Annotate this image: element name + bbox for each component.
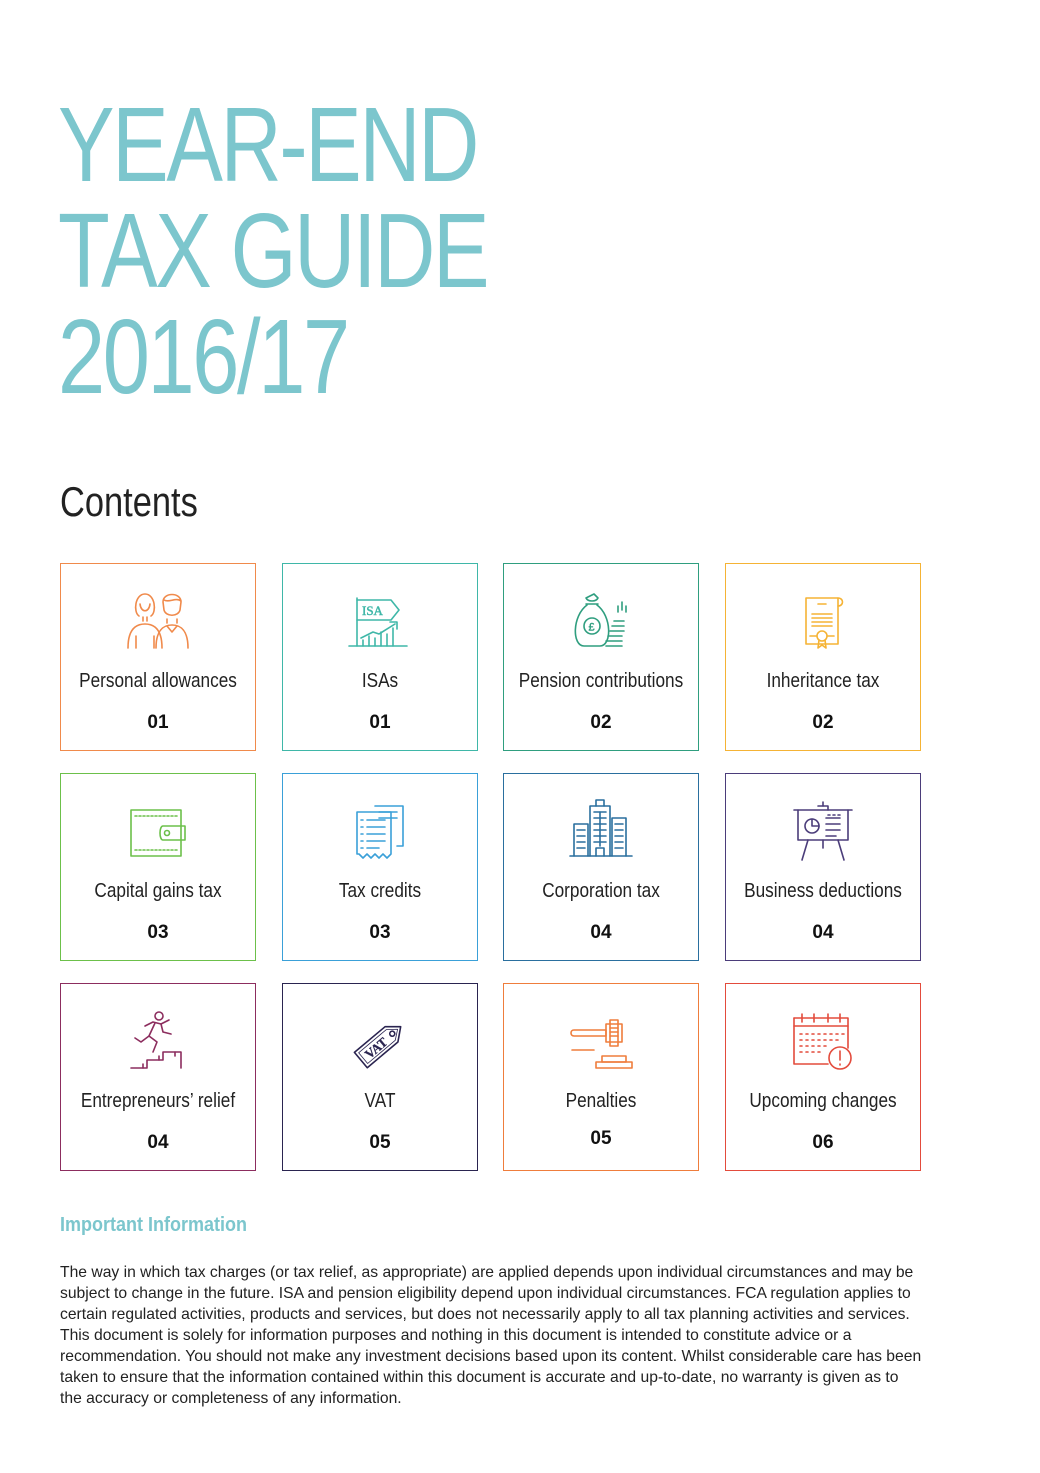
title-line-2: TAX GUIDE: [58, 192, 488, 310]
tile-page-number: 04: [147, 1132, 169, 1153]
gavel-icon: [566, 1006, 636, 1076]
contents-tile-isas[interactable]: [282, 563, 478, 751]
tile-label: Inheritance tax: [766, 670, 880, 692]
contents-tile-entrepreneurs-relief[interactable]: [60, 983, 256, 1171]
isa-growth-icon: [345, 586, 415, 656]
contents-tile-vat[interactable]: [282, 983, 478, 1171]
tile-page-number: 05: [590, 1128, 612, 1149]
contents-tile-corporation-tax[interactable]: [503, 773, 699, 961]
isa-icon-text: ISA: [362, 603, 383, 618]
receipt-list-icon: [345, 796, 415, 866]
tile-page-number: 04: [812, 922, 834, 943]
tile-page-number: 03: [369, 922, 391, 943]
vat-tag-icon: [345, 1006, 415, 1076]
vat-icon-text: VAT: [361, 1034, 391, 1062]
tile-label: Capital gains tax: [94, 880, 222, 902]
presentation-board-icon: [788, 796, 858, 866]
certificate-icon: [788, 586, 858, 656]
tile-label: Tax credits: [338, 880, 422, 902]
tile-page-number: 01: [369, 712, 391, 733]
tile-label: Upcoming changes: [749, 1090, 897, 1112]
tile-label: ISAs: [361, 670, 399, 692]
tile-page-number: 05: [369, 1132, 391, 1153]
tile-label: Penalties: [565, 1090, 637, 1112]
contents-tile-inheritance-tax[interactable]: [725, 563, 921, 751]
office-buildings-icon: [566, 796, 636, 866]
contents-tile-personal-allowances[interactable]: [60, 563, 256, 751]
calendar-alert-icon: [788, 1006, 858, 1076]
tile-label: Business deductions: [744, 880, 902, 902]
tile-page-number: 06: [812, 1132, 834, 1153]
tile-label: Personal allowances: [79, 670, 237, 692]
title-line-1: YEAR-END: [58, 86, 478, 204]
running-steps-icon: [123, 1006, 193, 1076]
contents-tile-capital-gains-tax[interactable]: [60, 773, 256, 961]
guide-title: [58, 86, 488, 416]
contents-tile-pension-contributions[interactable]: [503, 563, 699, 751]
tile-page-number: 03: [147, 922, 169, 943]
pound-sign: £: [588, 621, 595, 634]
contents-tile-penalties[interactable]: [503, 983, 699, 1171]
tile-label: Entrepreneurs’ relief: [80, 1090, 236, 1112]
contents-tile-upcoming-changes[interactable]: [725, 983, 921, 1171]
tile-page-number: 02: [590, 712, 612, 733]
title-line-3: 2016/17: [58, 298, 348, 416]
important-information-body: The way in which tax charges (or tax relief, as appropriate) are applied depends upon individual circumstances and may be subject to change in the future. ISA and pension eligibility depend upon individual circumstances. FCA regulation applies to certain regulated activities, products and services, but does not necessarily apply to all tax planning activities and services. This document is solely for information purposes and nothing in this document is intended to constitute advice or a recommendation. You should not make any investment decisions based upon its content. Whilst considerable care has been taken to ensure that the information contained within this document is accurate and up-to-date, no warranty is given as to the accuracy or completeness of any information.: [60, 1264, 922, 1407]
money-bag-icon: [566, 586, 636, 656]
contents-tile-tax-credits[interactable]: [282, 773, 478, 961]
tile-page-number: 02: [812, 712, 834, 733]
tile-label: VAT: [364, 1090, 396, 1112]
important-information-heading: Important Information: [60, 1214, 247, 1236]
contents-tile-business-deductions[interactable]: [725, 773, 921, 961]
tile-label: Pension contributions: [518, 670, 684, 692]
tile-page-number: 04: [590, 922, 612, 943]
wallet-icon: [123, 796, 193, 866]
tile-page-number: 01: [147, 712, 169, 733]
people-icon: [123, 586, 193, 656]
contents-heading: Contents: [60, 478, 198, 525]
tile-label: Corporation tax: [542, 880, 660, 902]
